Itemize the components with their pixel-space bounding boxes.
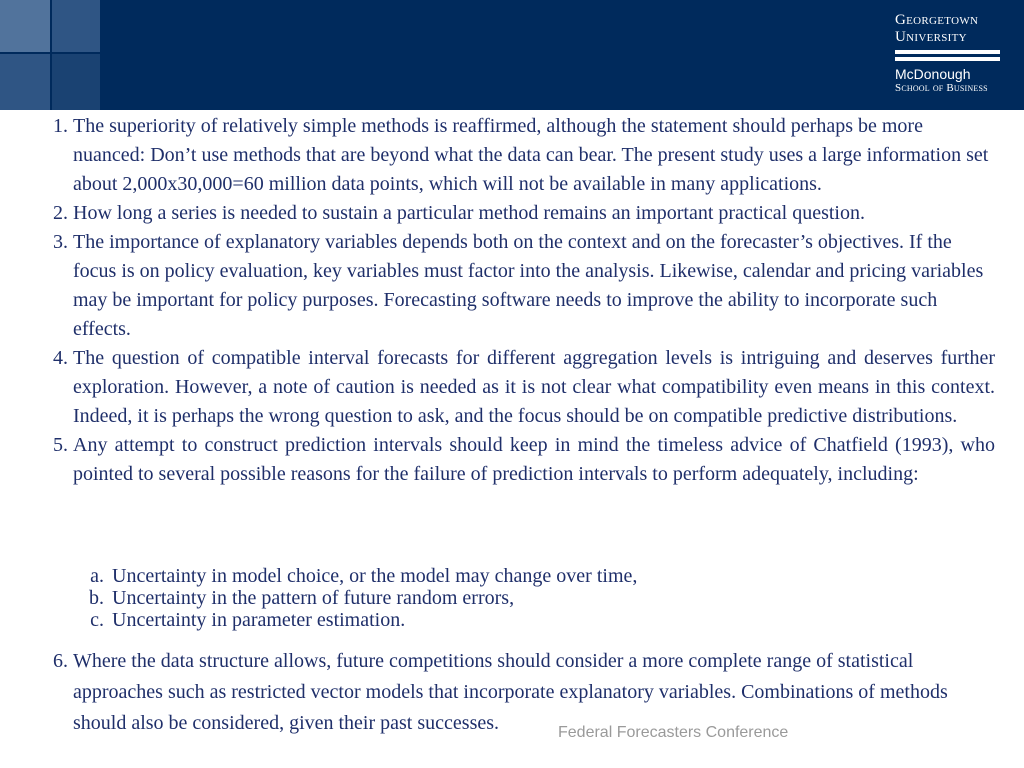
item-number: 6. — [53, 650, 68, 672]
item-text: The superiority of relatively simple methods is reaffirmed, although the statement should perhaps be more nuanced: Don’t use methods that are beyond what the data can bear. The present study uses a large information set about 2,000x30,000=60 million data points, which will not be available in many applications. — [73, 115, 989, 195]
logo-university-line-2: University — [895, 29, 967, 45]
logo-university-line-1: Georgetown — [895, 12, 979, 28]
sub-item-text: Uncertainty in model choice, or the model may change over time, — [112, 565, 638, 587]
item-number: 4. — [53, 347, 68, 369]
item-text: How long a series is needed to sustain a particular method remains an important practical question. — [73, 202, 865, 224]
decorative-square — [0, 0, 50, 52]
list-item — [40, 228, 995, 344]
header-banner — [0, 0, 1024, 110]
sub-list-item — [80, 609, 880, 631]
sub-item-letter: a. — [90, 565, 104, 587]
list-item — [40, 112, 995, 199]
logo-school-line: School of Business — [895, 82, 988, 94]
sub-list-item — [80, 565, 880, 587]
decorative-square — [52, 0, 100, 52]
list-item — [40, 344, 995, 431]
item-text: The question of compatible interval forecasts for different aggregation levels is intriguing and deserves further exploration. However, a note of caution is needed as it is not clear what compatibility even means in this context. Indeed, it is perhaps the wrong question to ask, and the focus should be on compatible predictive distributions. — [73, 347, 995, 427]
list-item — [40, 431, 995, 489]
decorative-square — [0, 54, 50, 110]
item-text: The importance of explanatory variables depends both on the context and on the forecaster’s objectives. If the focus is on policy evaluation, key variables must factor into the analysis. Likewise, calendar and pricing variables may be important for policy purposes. Forecasting software needs to improve the ability to incorporate such effects. — [73, 231, 984, 340]
item-number: 3. — [53, 231, 68, 253]
item-text: Where the data structure allows, future competitions should consider a more complete range of statistical approaches such as restricted vector models that incorporate explanatory variables. Combinations of methods should also be considered, given their past successes. — [73, 650, 948, 734]
logo-rule — [895, 50, 1000, 54]
sub-item-letter: b. — [89, 587, 104, 609]
logo-school-name: McDonough — [895, 66, 971, 82]
list-item — [40, 199, 995, 228]
sub-list-item — [80, 587, 880, 609]
sub-item-letter: c. — [90, 609, 104, 631]
footer-text: Federal Forecasters Conference — [558, 724, 789, 741]
logo-rule — [895, 57, 1000, 61]
list-item-6 — [40, 646, 995, 739]
georgetown-mcdonough-logo — [895, 12, 1005, 95]
item-number: 5. — [53, 434, 68, 456]
decorative-square — [52, 54, 100, 110]
item-text: Any attempt to construct prediction intervals should keep in mind the timeless advice of Chatfield (1993), who pointed to several possible reasons for the failure of prediction intervals to perform adequately, including: — [73, 434, 995, 485]
item-number: 1. — [53, 115, 68, 137]
conclusions-list — [40, 112, 995, 489]
sub-item-text: Uncertainty in parameter estimation. — [112, 609, 406, 631]
sub-list — [80, 565, 880, 631]
sub-item-text: Uncertainty in the pattern of future random errors, — [112, 587, 515, 609]
item-number: 2. — [53, 202, 68, 224]
list-item — [40, 646, 995, 739]
